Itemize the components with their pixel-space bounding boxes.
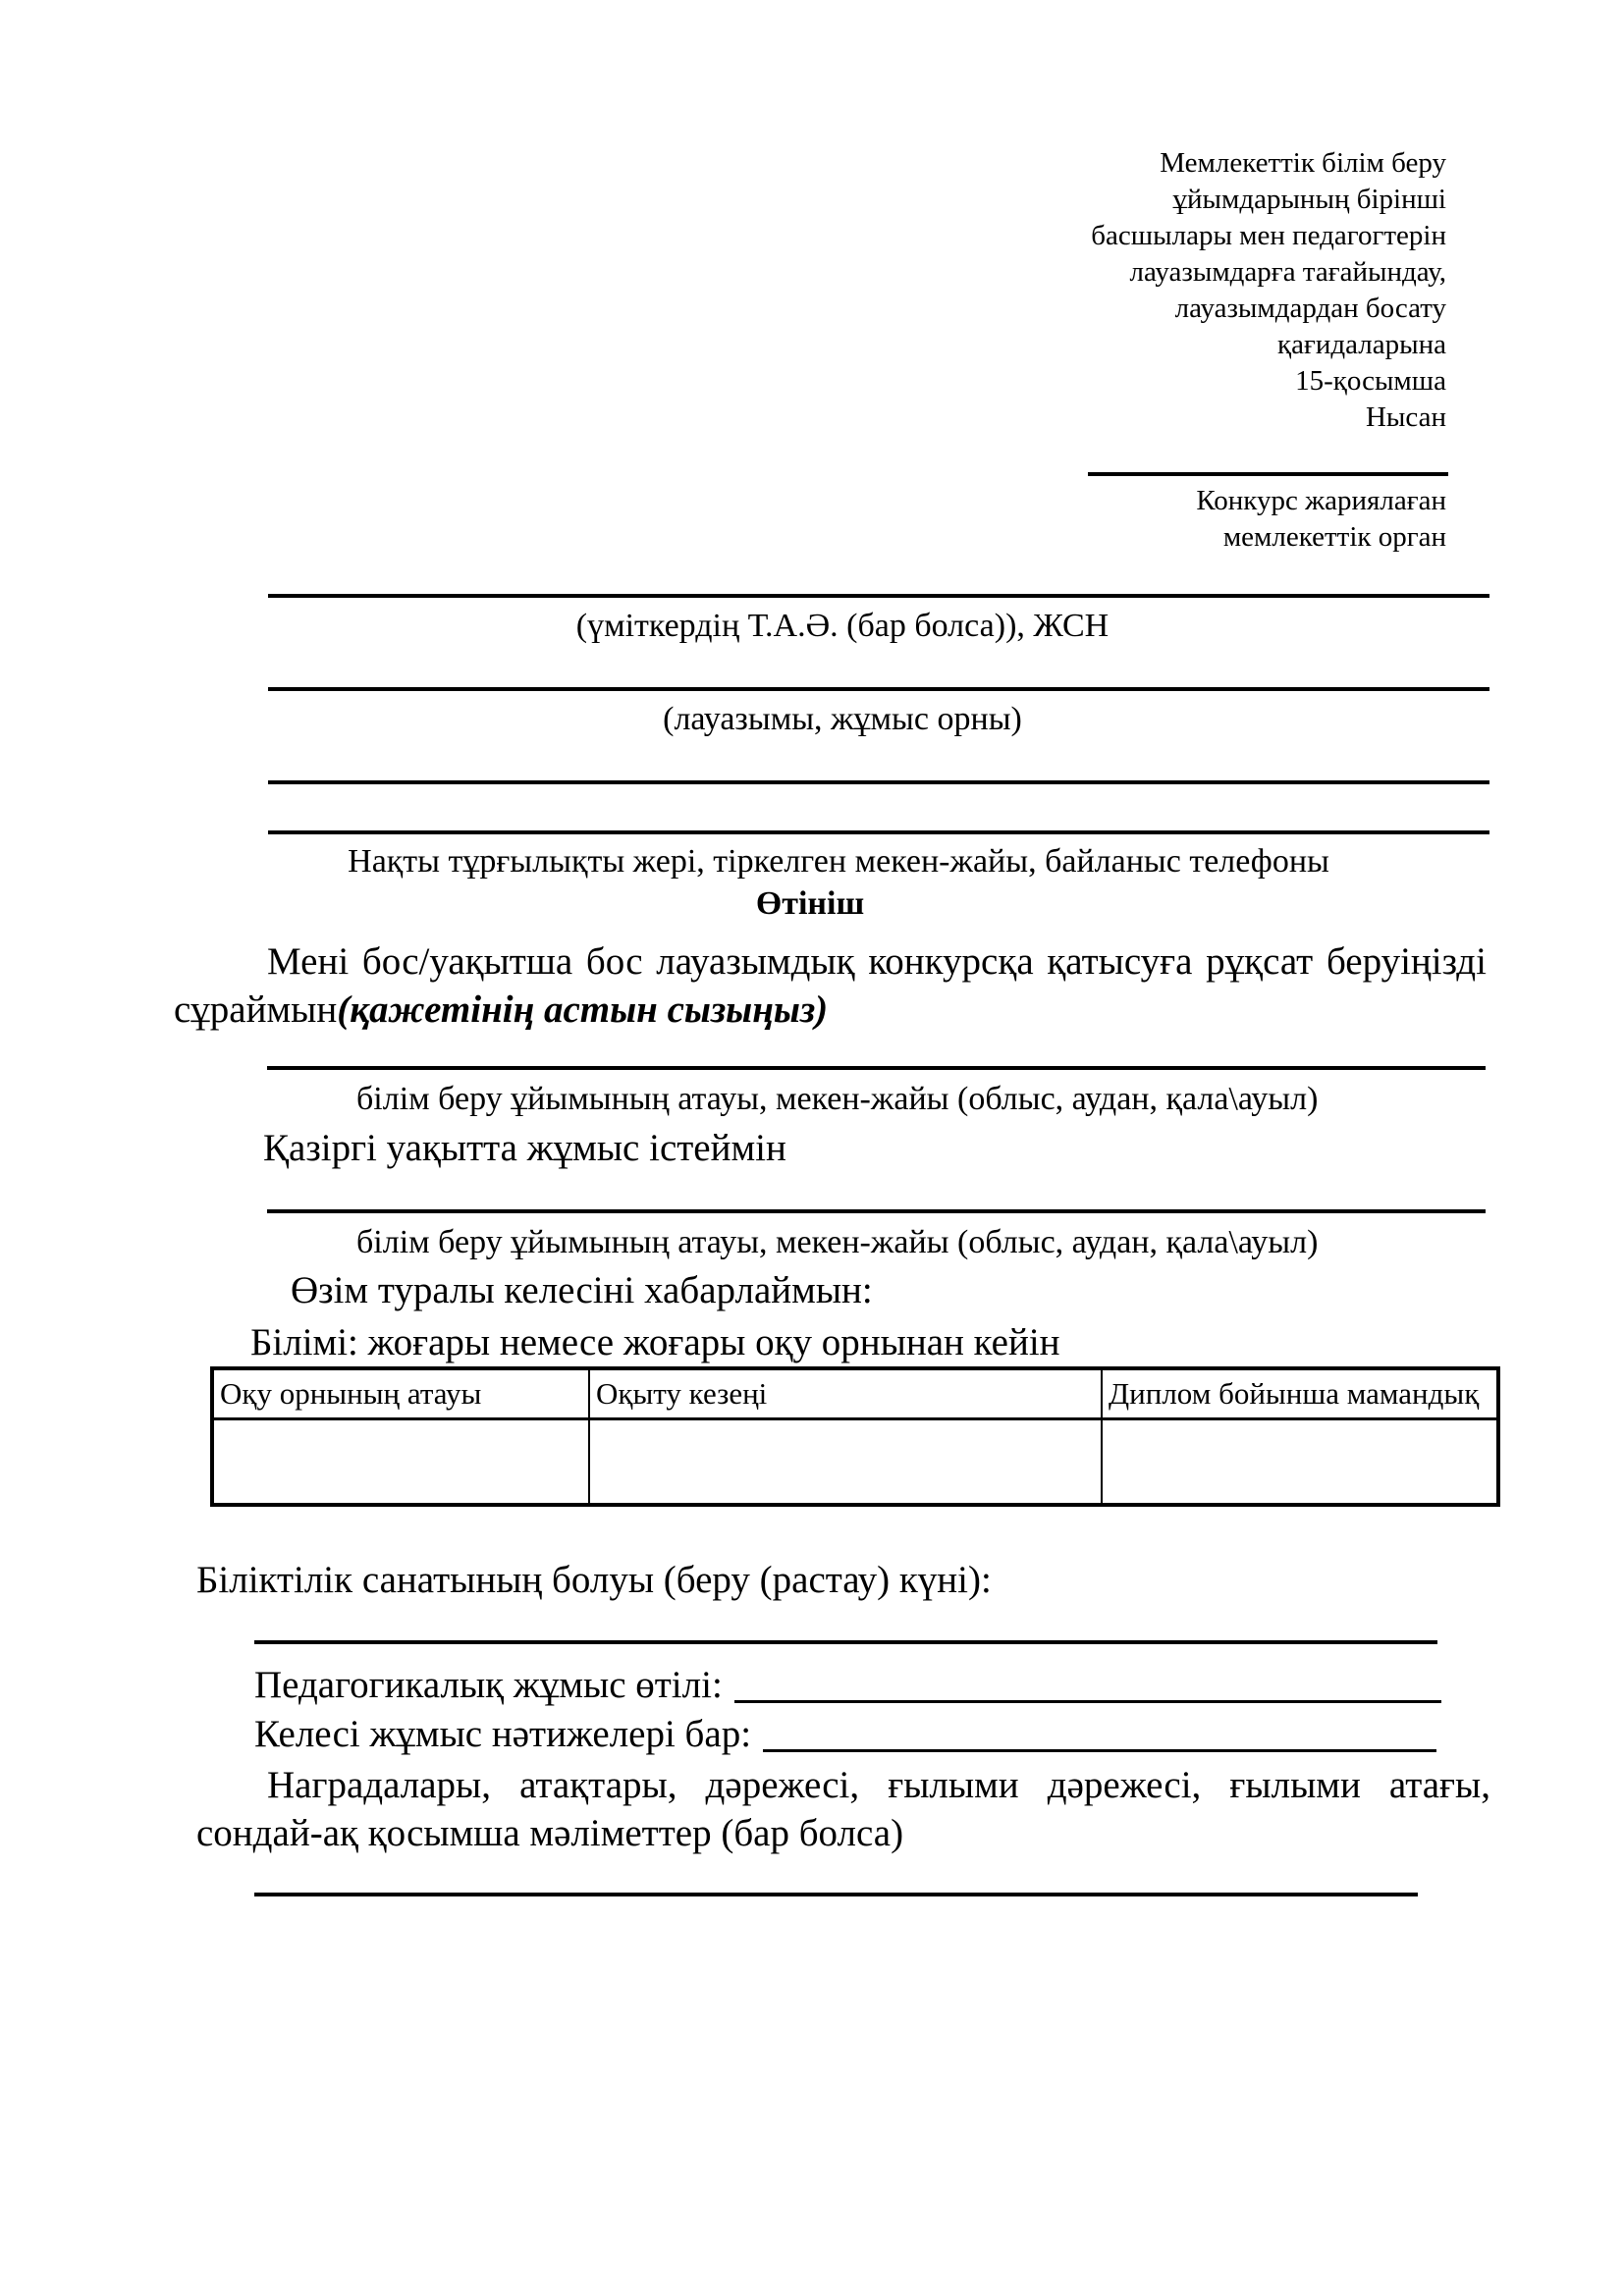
awards-line1: Наградалары, атақтары, дәрежесі, ғылыми дәрежесі, ғылыми атағы,	[267, 1764, 1490, 1806]
appendix-header	[1091, 145, 1446, 436]
appendix-number-line: 15-қосымша	[1295, 365, 1446, 397]
request-paragraph	[174, 937, 1487, 1034]
address-fill-line-1	[268, 780, 1489, 784]
issuer-caption-line: мемлекеттік орган	[1222, 521, 1446, 553]
qualification-text: Біліктілік санатының болуы (беру (растау) күні):	[196, 1559, 992, 1601]
qualification-fill-line	[254, 1640, 1437, 1644]
awards-paragraph	[196, 1761, 1490, 1857]
education-table-row	[212, 1419, 1498, 1506]
ped-experience-label: Педагогикалық жұмыс өтілі:	[254, 1664, 723, 1706]
current-work-text: Қазіргі уақытта жұмыс істеймін	[263, 1127, 786, 1169]
work-results-label: Келесі жұмыс нәтижелері бар:	[254, 1713, 752, 1755]
current-org-caption: білім беру ұйымының атауы, мекен-жайы (облыс, аудан, қала\ауыл)	[356, 1224, 1319, 1260]
request-line2-text: сұраймын	[174, 988, 338, 1031]
appendix-header-line: ұйымдарының бірінші	[1172, 184, 1446, 215]
education-table	[210, 1366, 1500, 1507]
appendix-header-line: лауазымдарға тағайындау,	[1129, 256, 1446, 288]
request-line2-note: (қажетінің астын сызыңыз)	[337, 988, 829, 1031]
issuer-caption	[1196, 483, 1446, 556]
candidate-fill-line	[268, 594, 1489, 598]
awards-line2: сондай-ақ қосымша мәліметтер (бар болса)	[196, 1812, 904, 1854]
ped-experience-blank-line	[734, 1661, 1441, 1703]
page-title: Өтініш	[755, 885, 865, 922]
education-table-header-row	[212, 1368, 1498, 1419]
appendix-header-line: басшылары мен педагогтерін	[1091, 220, 1446, 251]
vacancy-org-fill-line	[267, 1066, 1486, 1070]
cell-specialty	[1102, 1419, 1498, 1506]
education-text: Білімі: жоғары немесе жоғары оқу орнынан кейін	[250, 1321, 1060, 1363]
work-results-row	[254, 1710, 1436, 1758]
appendix-header-line: лауазымдардан босату	[1174, 293, 1446, 324]
appendix-header-line: Мемлекеттік білім беру	[1160, 147, 1446, 179]
col-header-specialty: Диплом бойынша мамандық	[1102, 1368, 1498, 1419]
ped-experience-row	[254, 1661, 1441, 1709]
position-caption: (лауазымы, жұмыс орны)	[663, 701, 1022, 737]
appendix-header-line: қағидаларына	[1277, 329, 1446, 360]
col-header-period: Оқыту кезеңі	[589, 1368, 1102, 1419]
current-org-fill-line	[267, 1209, 1486, 1213]
issuer-fill-line	[1088, 472, 1448, 476]
vacancy-org-caption: білім беру ұйымының атауы, мекен-жайы (облыс, аудан, қала\ауыл)	[356, 1081, 1319, 1117]
cell-period	[589, 1419, 1102, 1506]
cell-institution	[212, 1419, 589, 1506]
form-label: Нысан	[1365, 401, 1446, 433]
position-fill-line	[268, 687, 1489, 691]
request-line1: Мені бос/уақытша бос лауазымдық конкурсқа қатысуға рұқсат беруіңізді	[267, 940, 1487, 983]
candidate-caption: (үміткердің Т.А.Ә. (бар болса)), ЖСН	[575, 608, 1110, 644]
issuer-caption-line: Конкурс жариялаған	[1196, 485, 1446, 516]
address-caption: Нақты тұрғылықты жері, тіркелген мекен-жайы, байланыс телефоны	[348, 843, 1329, 880]
col-header-institution: Оқу орнының атауы	[212, 1368, 589, 1419]
awards-fill-line	[254, 1893, 1418, 1896]
request-line2	[174, 986, 1487, 1034]
work-results-blank-line	[763, 1710, 1436, 1752]
about-me-text: Өзім туралы келесіні хабарлаймын:	[291, 1269, 873, 1311]
address-fill-line-2	[268, 830, 1489, 834]
